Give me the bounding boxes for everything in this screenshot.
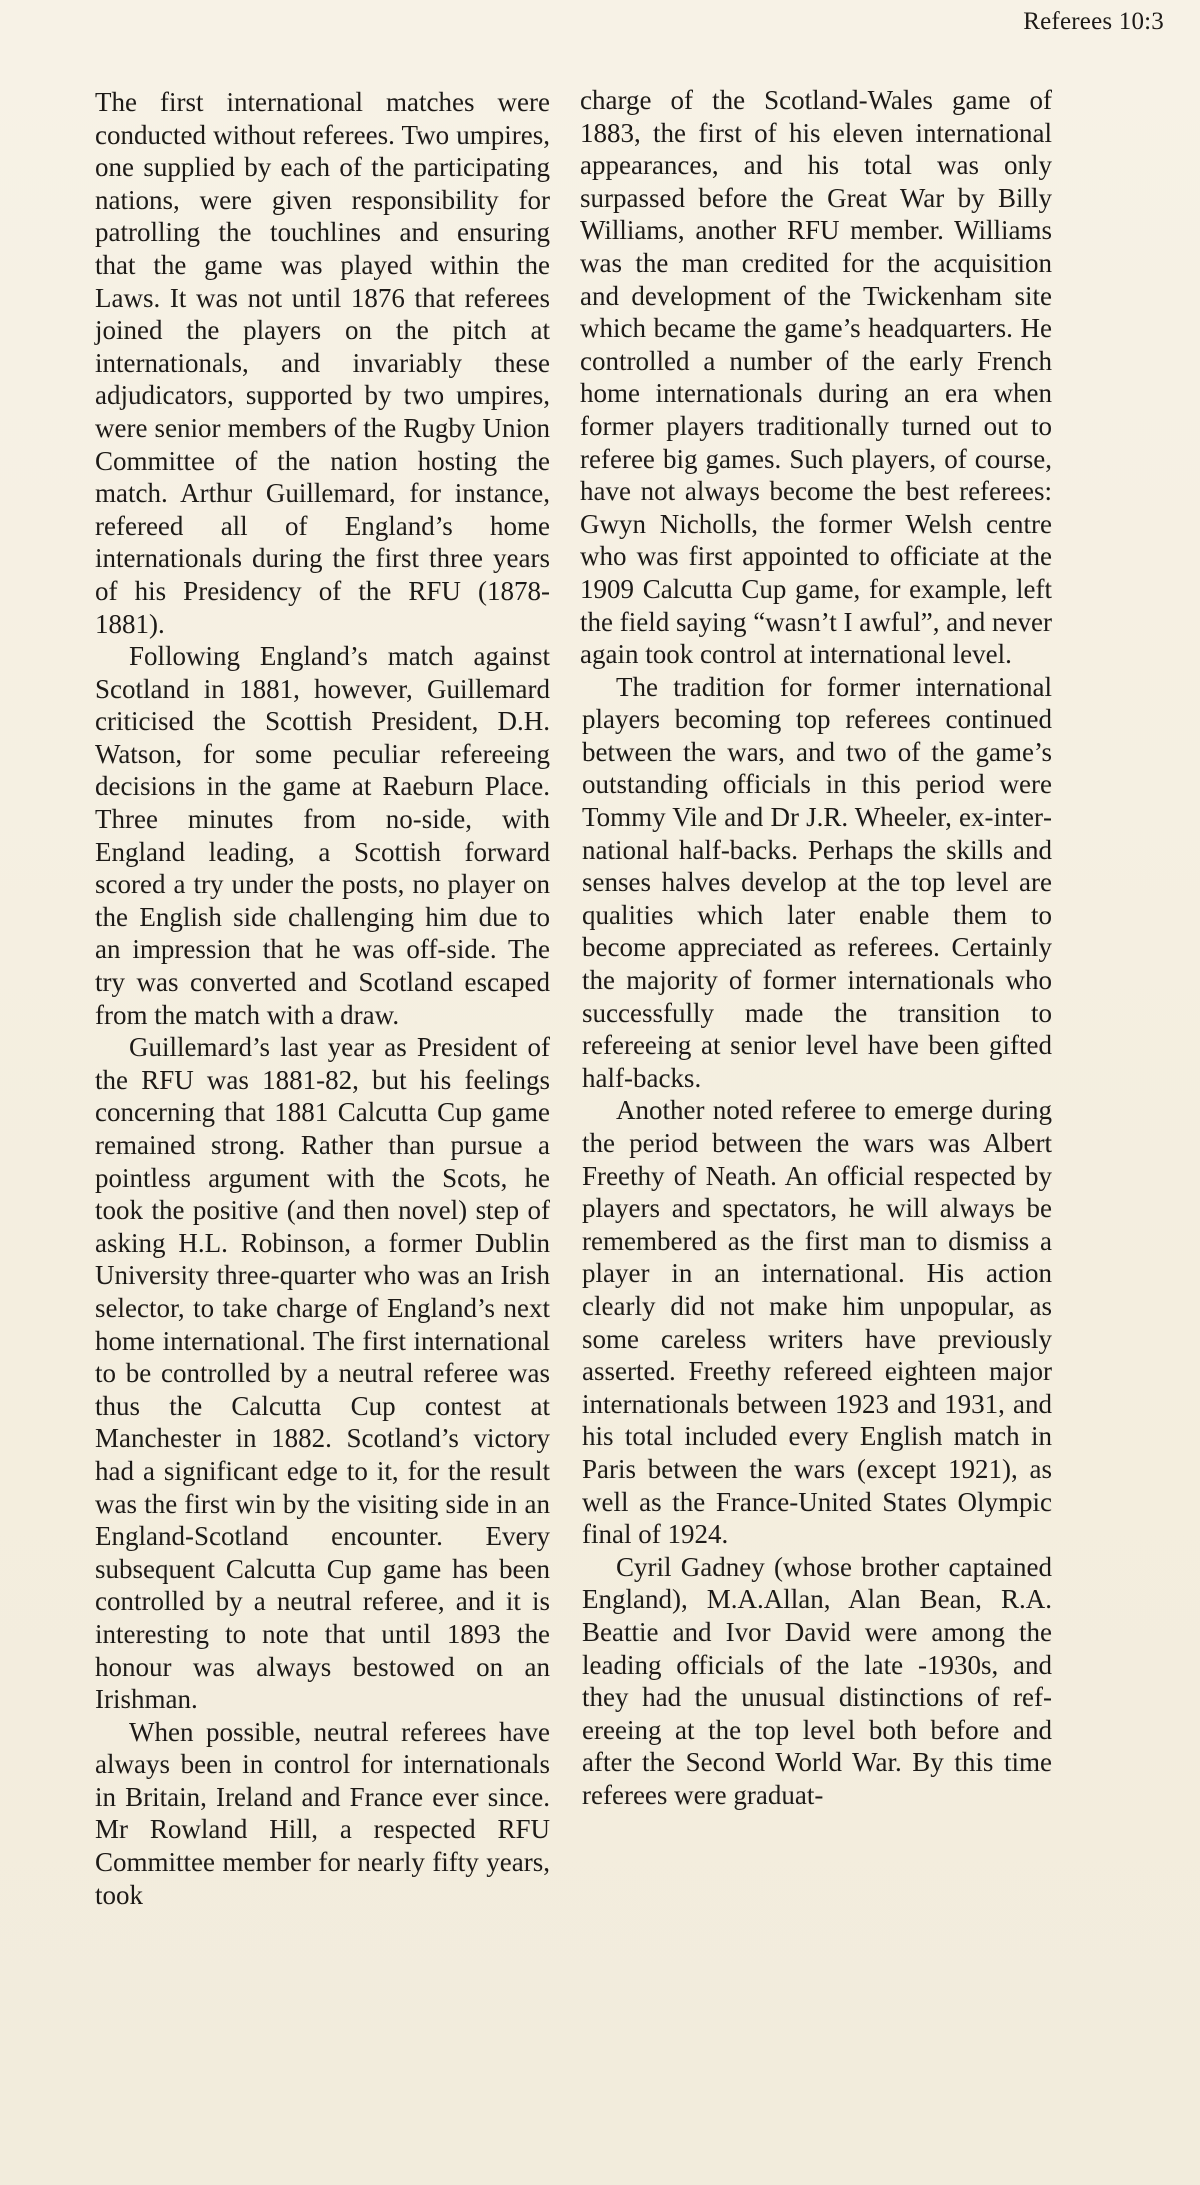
paragraph: Another noted referee to emerge during the period between the wars was Albert Freethy of Neath. An official respected by players and spectators, he will always be remembered as the first man to dismiss a player in an international. His action clearly did not make him unpopular, as some careless writers have previously asserted. Freethy refereed eighteen major internationals between 1923 and 1931, and his total included every English match in Paris between the wars (except 1921), as well as the France-United States Olympic final of 1924. [582, 1095, 1052, 1550]
right-column [582, 84, 1052, 1811]
paragraph: Guillemard’s last year as President of the RFU was 1881-82, but his feelings concerning that 1881 Calcutta Cup game remained strong. Rather than pursue a pointless argument with the Scots, he took the positive (and then novel) step of asking H.L. Robinson, a former Dublin University three-quarter who was an Irish selector, to take charge of England’s next home international. The first international to be controlled by a neutral referee was thus the Calcutta Cup contest at Manchester in 1882. Scotland’s victory had a significant edge to it, for the result was the first win by the visiting side in an England-Scotland encounter. Every subsequent Calcutta Cup game has been controlled by a neutral referee, and it is interesting to note that until 1893 the honour was always bestowed on an Irishman. [95, 1032, 550, 1715]
left-column [95, 86, 550, 1911]
paragraph: The tradition for former international players becoming top referees continued between the wars, and two of the game’s outstanding officials in this period were Tommy Vile and Dr J.R. Wheeler, ex-international half-backs. Perhaps the skills and senses halves develop at the top level are qualities which later enable them to become appreciated as referees. Certainly the majority of former internationals who successfully made the transition to refereeing at senior level have been gifted half-backs. [582, 671, 1052, 1093]
paragraph: Following England’s match against Scotland in 1881, however, Guillemard criticised the Scottish President, D.H. Watson, for some peculiar refereeing decisions in the game at Raeburn Place. Three minutes from no-side, with England leading, a Scottish forward scored a try under the posts, no player on the English side challenging him due to an impression that he was off-side. The try was converted and Scotland escaped from the match with a draw. [95, 641, 550, 1030]
paragraph: Cyril Gadney (whose brother captained England), M.A.Allan, Alan Bean, R.A. Beattie and Ivor David were among the leading officials of the late -1930s, and they had the unusual distinctions of refereeing at the top level both before and after the Second World War. By this time referees were graduat- [582, 1551, 1052, 1810]
running-head: Referees 10:3 [1023, 8, 1164, 35]
paragraph: The first international matches were conducted without referees. Two umpires, one supplied by each of the participating nations, were given responsibility for patrolling the touchlines and ensuring that the game was played within the Laws. It was not until 1876 that referees joined the players on the pitch at internationals, and invariably these adjudicators, supported by two umpires, were senior members of the Rugby Union Committee of the nation hosting the match. Arthur Guillemard, for instance, refereed all of England’s home internationals during the first three years of his Presidency of the RFU (1878-1881). [95, 87, 550, 639]
paragraph: charge of the Scotland-Wales game of 1883, the first of his eleven international appearances, and his total was only surpassed before the Great War by Billy Williams, another RFU member. Williams was the man credited for the acquisition and development of the Twickenham site which became the game’s headquarters. He controlled a number of the early French home internationals during an era when former players traditionally turned out to referee big games. Such players, of course, have not always become the best referees: Gwyn Nicholls, the former Welsh centre who was first appointed to officiate at the 1909 Calcutta Cup game, for example, left the field saying “wasn’t I awful”, and never again took control at international level. [580, 85, 1052, 670]
paragraph: When possible, neutral referees have always been in control for internationals in Britain, Ireland and France ever since. Mr Rowland Hill, a respected RFU Committee member for nearly fifty years, took [95, 1716, 550, 1910]
